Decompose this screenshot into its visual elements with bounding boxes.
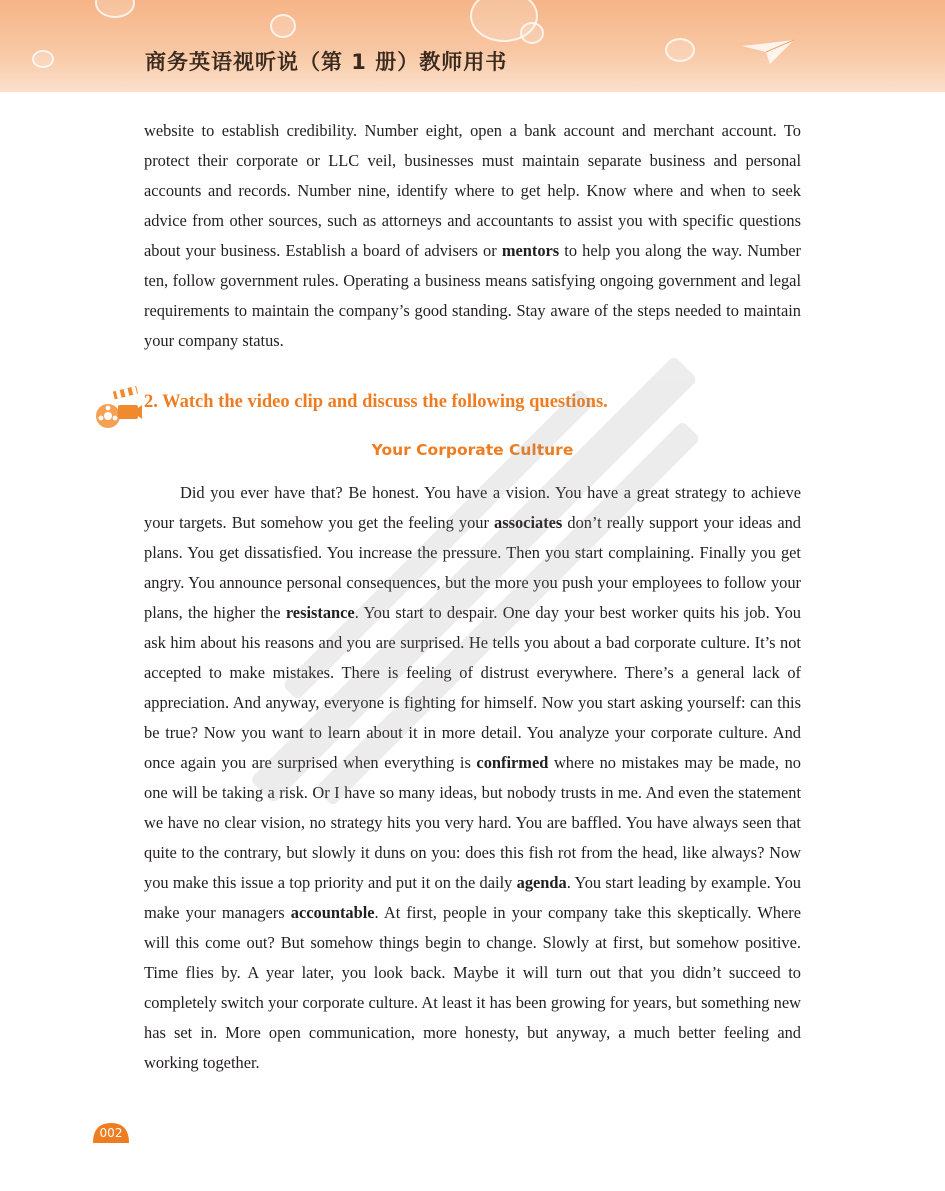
bubble-decoration [665, 38, 695, 62]
vocab-term: agenda [516, 873, 567, 892]
paper-plane-icon [740, 38, 796, 66]
body-paragraph: website to establish credibility. Number eight, open a bank account and merchant account. To protect their corporate or LLC veil, businesses must maintain separate business and personal accounts and records. Number nine, identify where to get help. Know where and when to seek advice from other sources, such as attorneys and accountants to assist you with specific questions about your business. Establish a board of advisers or mentors to help you along the way. Number ten, follow government rules. Operating a business means satisfying ongoing government and legal requirements to maintain the company’s good standing. Stay aware of the steps needed to maintain your company status. [144, 121, 801, 350]
bubble-decoration [95, 0, 135, 18]
bubble-decoration [520, 22, 544, 44]
book-title: 商务英语视听说（第 1 册）教师用书 [145, 50, 508, 74]
film-projector-icon [94, 385, 142, 431]
vocab-term: resistance [285, 603, 355, 622]
bubble-decoration [270, 14, 296, 38]
vocab-term: associates [494, 513, 563, 532]
vocab-term: confirmed [476, 753, 549, 772]
bubble-decoration [32, 50, 54, 68]
vocab-term: accountable [290, 903, 375, 922]
section-heading: 2. Watch the video clip and discuss the following questions. [144, 392, 608, 412]
page-number: 002 [99, 1126, 123, 1140]
transcript-paragraph: Did you ever have that? Be honest. You have a vision. You have a great strategy to achieve your targets. But somehow you get the feeling your associates don’t really support your ideas and plans. You get dissatisfied. You increase the pressure. Then you start complaining. Finally you get angry. You announce personal consequences, but the more you push your employees to follow your plans, the higher the resistance. You start to despair. One day your best worker quits his job. You ask him about his reasons and you are surprised. He tells you about a bad corporate culture. It’s not accepted to make mistakes. There is feeling of distrust everywhere. There’s a general lack of appreciation. And anyway, everyone is fighting for himself. Now you start asking yourself: can this be true? Now you want to learn about it in more detail. You analyze your corporate culture. And once again you are surprised when everything is confirmed where no mistakes may be made, no one will be taking a risk. Or I have so many ideas, but nobody trusts in me. And even the statement we have no clear vision, no strategy hits you very hard. You are baffled. You have always seen that quite to the contrary, but slowly it duns on you: does this fish rot from the head, like always? Now you make this issue a top priority and put it on the daily agenda. You start leading by example. You make your managers accountable. At first, people in your company take this skeptically. Where will this come out? But somehow things begin to change. Slowly at first, but somehow positive. Time flies by. A year later, you look back. Maybe it will turn out that you didn’t succeed to completely switch your corporate culture. At least it has been growing for years, but something new has set in. More open communication, more honesty, but anyway, a much better feeling and working together. [144, 483, 802, 1072]
vocab-term: mentors [501, 241, 560, 260]
page-header [0, 0, 945, 92]
clip-title: Your Corporate Culture [371, 441, 574, 459]
